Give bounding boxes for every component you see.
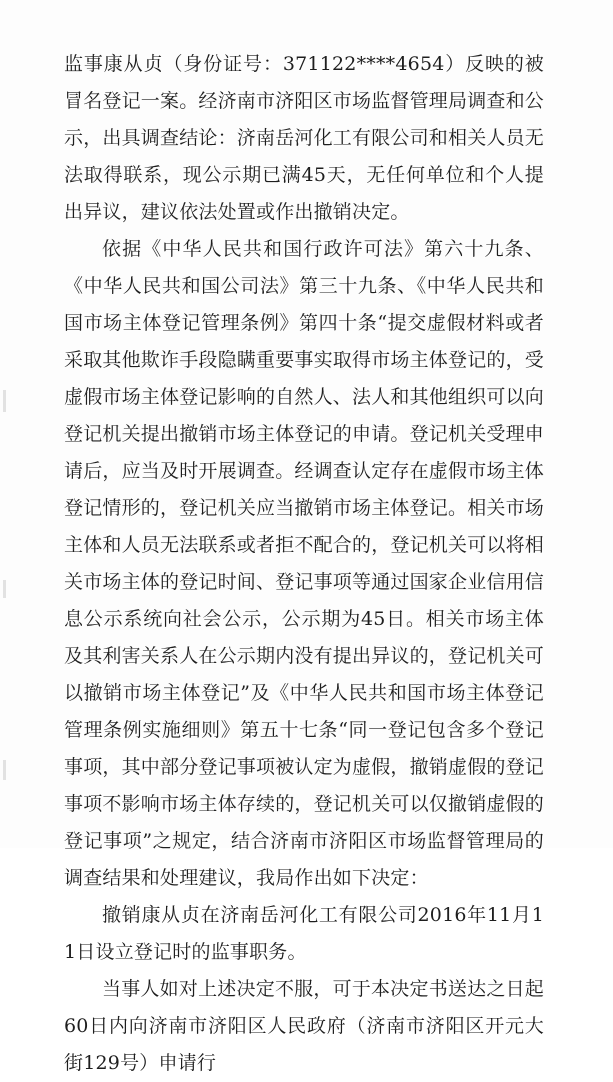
- paragraph-complaint-summary: 监事康从贞（身份证号：371122****4654）反映的被冒名登记一案。经济南市济阳区市场监督管理局调查和公示，出具调查结论：济南岳河化工有限公司和相关人员无法取得联系，现公示期已满45天，无任何单位和个人提出异议，建议依法处置或作出撤销决定。: [64, 53, 545, 223]
- paragraph-appeal-notice: 当事人如对上述决定不服，可于本决定书送达之日起60日内向济南市济阳区人民政府（济南市济阳区开元大街129号）申请行: [64, 978, 544, 1074]
- paragraph-legal-basis: 依据《中华人民共和国行政许可法》第六十九条、《中华人民共和国公司法》第三十九条、《中华人民共和国市场主体登记管理条例》第四十条“提交虚假材料或者采取其他欺诈手段隐瞒重要事实取得市场主体登记的，受虚假市场主体登记影响的自然人、法人和其他组织可以向登记机关提出撤销市场主体登记的申请。登记机关受理申请后，应当及时开展调查。经调查认定存在虚假市场主体登记情形的，登记机关应当撤销市场主体登记。相关市场主体和人员无法联系或者拒不配合的，登记机关可以将相关市场主体的登记时间、登记事项等通过国家企业信用信息公示系统向社会公示，公示期为45日。相关市场主体及其利害关系人在公示期内没有提出异议的，登记机关可以撤销市场主体登记”及《中华人民共和国市场主体登记管理条例实施细则》第五十七条“同一登记包含多个登记事项，其中部分登记事项被认定为虚假，撤销虚假的登记事项不影响市场主体存续的，登记机关可以仅撤销虚假的登记事项”之规定，结合济南市济阳区市场监督管理局的调查结果和处理建议，我局作出如下决定：: [64, 238, 545, 889]
- binding-edge-mark: [3, 390, 6, 412]
- paragraph-decision: 撤销康从贞在济南岳河化工有限公司2016年11月11日设立登记时的监事职务。: [64, 904, 544, 963]
- binding-edge-mark: [3, 760, 6, 780]
- binding-edge-mark: [3, 580, 6, 598]
- document-body: [64, 46, 544, 1082]
